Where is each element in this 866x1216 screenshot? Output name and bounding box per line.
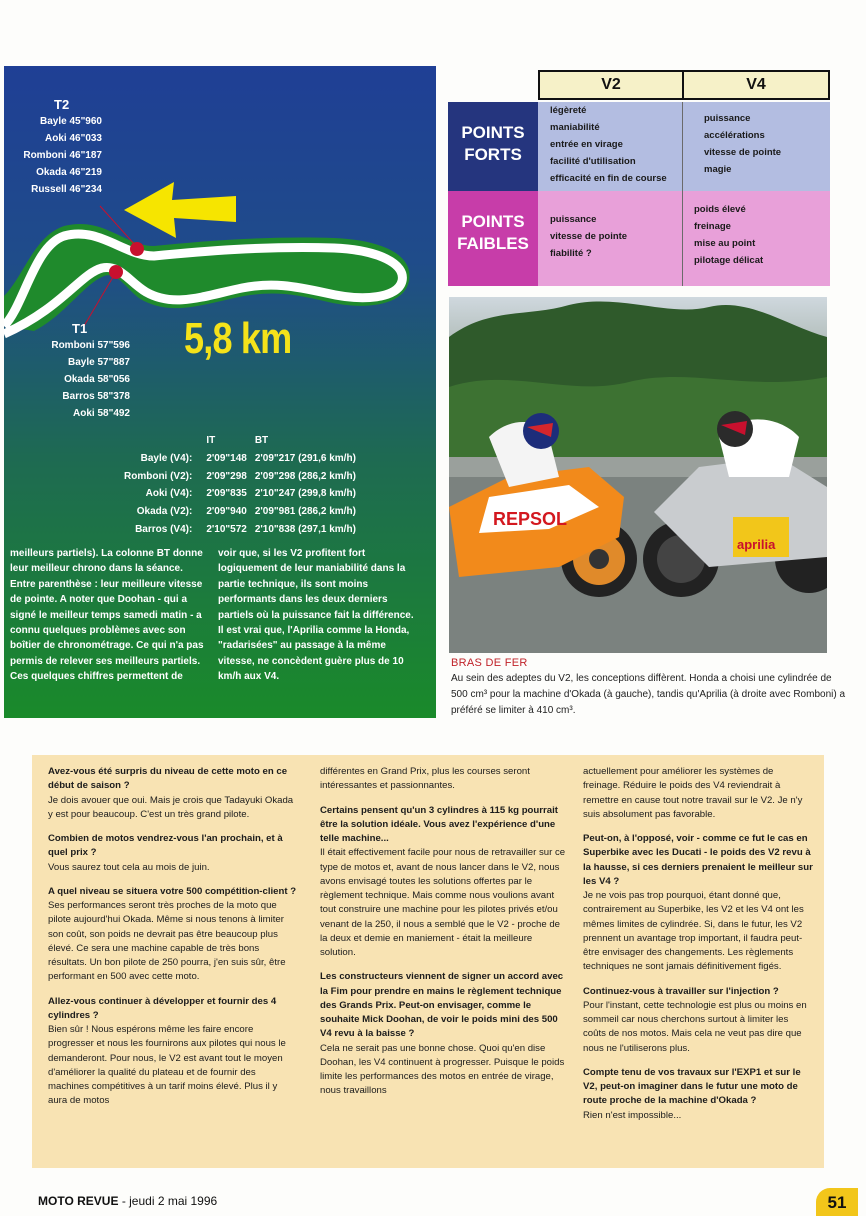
sector-t2-title: T2 (54, 97, 70, 112)
table-cell: Aoki (V4): (145, 488, 193, 500)
interview-question: A quel niveau se situera votre 500 compétition-client ? (48, 885, 297, 897)
sector-time: Romboni 57"596 (51, 340, 130, 351)
interview-answer: Bien sûr ! Nous espérons même les faire encore progresser et nous les fournirons aux pilotes qui nous le demanderont. Pour nous, le V2 est avant tout le moyen d'améliorer la qualité du plateau et de fournir des machines compétitives à un tarif moins élevé. Plus il y aura de motos (48, 1024, 286, 1107)
table-row (124, 468, 364, 486)
list-item: magie (704, 164, 732, 175)
interview-question: Allez-vous continuer à développer et fournir des 4 cylindres ? (48, 995, 277, 1021)
bike-right-brand: aprilia (737, 537, 776, 552)
table-row (124, 521, 364, 539)
sector-time: Okada 58"056 (64, 374, 130, 385)
interview-question: Certains pensent qu'un 3 cylindres à 115 kg pourrait être la solution idéale. Vous avez l'expérience d'une telle machine... (320, 804, 558, 844)
table-cell: 2'09"981 (286,2 km/h) (254, 506, 356, 518)
interview-answer: Vous saurez tout cela au mois de juin. (48, 861, 210, 873)
table-row (124, 503, 364, 521)
sector-time: Okada 46"219 (36, 167, 102, 178)
interview-qa (583, 1066, 813, 1123)
table-cell: Okada (V2): (136, 506, 193, 518)
interview-column-2 (320, 765, 566, 1109)
panel-text-col2: voir que, si les V2 profitent fort logiquement de leur maniabilité dans la partie technique, ils sont moins performants dans les deux derniers partiels où la puissance fait la différence. Il est vrai que, l'Aprilia comme la Honda, "radarisées" au passage à la même vitesse, ne concèdent guère plus de 10 km/h aux V4. (218, 548, 414, 683)
interview-question: Avez-vous été surpris du niveau de cette moto en ce début de saison ? (48, 766, 288, 792)
list-item: fiabilité ? (550, 248, 592, 259)
sector-time: Bayle 57"887 (67, 357, 130, 368)
lap-times-table (124, 432, 364, 539)
weaknesses-row (448, 191, 830, 286)
page-footer (38, 1194, 217, 1208)
table-cell: Barros (V4): (135, 523, 193, 535)
weaknesses-v4-list (694, 201, 763, 269)
sector-time: Aoki 46"033 (45, 133, 102, 144)
list-item: freinage (694, 221, 731, 232)
table-cell: 2'10"838 (297,1 km/h) (254, 523, 356, 535)
track-panel (4, 66, 436, 718)
interview-qa (48, 995, 298, 1109)
interview-column-1 (48, 765, 298, 1119)
interview-answer: Cela ne serait pas une bonne chose. Quoi qu'en dise Doohan, les V4 continuent à progresser. Puisque le poids limite les performances des motos en entrée de virage, nous travaillons (320, 1042, 565, 1097)
table-cell: Romboni (V2): (124, 470, 193, 482)
interview-question: Continuez-vous à travailler sur l'injection ? (583, 985, 779, 997)
photo-caption: Au sein des adeptes du V2, les conceptions diffèrent. Honda a choisi une cylindrée de 500 cm³ pour la machine d'Okada (à gauche), tandis qu'Aprilia (à droite avec Romboni) a préféré se limiter à 410 cm³. (451, 673, 846, 716)
list-item: entrée en virage (550, 139, 623, 150)
weaknesses-label-line2: FAIBLES (457, 234, 529, 253)
interview-qa (48, 885, 298, 985)
strengths-v2-list (550, 102, 667, 187)
list-item: maniabilité (550, 122, 600, 133)
sector-time: Bayle 45"960 (39, 116, 102, 127)
list-item: vitesse de pointe (550, 231, 628, 242)
interview-answer: actuellement pour améliorer les systèmes de freinage. Réduire le poids des V4 reviendrait à remettre en cause tout notre travail sur le V2. Je n'y suis absolument pas favorable. (583, 766, 803, 820)
table-cell: 2'09"148 (206, 452, 247, 464)
interview-question: Peut-on, à l'opposé, voir - comme ce fut le cas en Superbike avec les Ducati - le poids des V2 revu à la hausse, si ces derniers prenaient le meilleur sur les V4 ? (583, 833, 813, 887)
list-item: facilité d'utilisation (550, 156, 636, 167)
weaknesses-v2-list (550, 211, 627, 262)
table-cell: 2'09"835 (206, 488, 247, 500)
issue-date: - jeudi 2 mai 1996 (121, 1194, 218, 1208)
interview-column-3 (583, 765, 813, 1133)
arrow-icon (124, 182, 236, 238)
interview-qa (48, 765, 298, 822)
interview-qa (320, 804, 566, 961)
column-head-v2: V2 (538, 70, 684, 100)
panel-text-col1: meilleurs partiels). La colonne BT donne leur meilleur chrono dans la séance. Entre parenthèse : leur meilleure vitesse de pointe. A noter que Doohan - qui a signé le meilleur temps samedi matin - a connu quelques problèmes avec son boîtier de chronométrage. Ce qui n'a pas permis de relever ses meilleurs partiels. Ces quelques chiffres permettent de (10, 548, 204, 683)
list-item: poids élevé (694, 204, 746, 215)
sector-time: Russell 46"234 (31, 184, 102, 195)
list-item: puissance (550, 214, 597, 225)
table-row (124, 450, 364, 468)
list-item: puissance (704, 113, 751, 124)
interview-question: Combien de motos vendrez-vous l'an prochain, et à quel prix ? (48, 833, 283, 859)
strengths-label (448, 102, 538, 191)
list-item: pilotage délicat (694, 255, 764, 266)
table-header: BT (254, 435, 269, 446)
interview-answer: Je ne vois pas trop pourquoi, étant donné que, contrairement au Superbike, les V2 et les V4 ont les mêmes limites de cylindrée. Si, dans le futur, les V2 prennent un avantage trop important, il faudra peut-être envisager des changements. Les règlements techniques ne sont jamais définitivement figés. (583, 890, 804, 973)
table-cell: Bayle (V4): (140, 452, 193, 464)
table-cell: 2'09"940 (206, 506, 247, 518)
table-row (124, 485, 364, 503)
strengths-v4-list (704, 110, 781, 178)
sector-t1-title: T1 (72, 321, 88, 336)
table-cell: 2'09"217 (291,6 km/h) (254, 452, 356, 464)
interview-qa (583, 985, 813, 1056)
interview-answer: Ses performances seront très proches de la moto que pilote aujourd'hui Okada. Même si nous tenons à limiter son coût, son poids ne devrait pas être beaucoup plus élevé. Ce sera une machine capable de très bons résultats. Un bon pilote de 250 pourra, j'en suis sûr, être performant en 500 avec cette moto. (48, 900, 286, 983)
table-header: IT (206, 435, 216, 446)
track-length: 5,8 km (184, 314, 292, 363)
table-cell: 2'09"298 (286,2 km/h) (254, 470, 356, 482)
bike-left-brand: REPSOL (493, 509, 568, 529)
list-item: légèreté (550, 105, 587, 116)
list-item: mise au point (694, 238, 756, 249)
table-cell: 2'10"572 (206, 523, 247, 535)
interview-question: Les constructeurs viennent de signer un accord avec la Fim pour prendre en mains le règlement technique des Grands Prix. Peut-on envisager, comme le souhaite Mick Doohan, de voir le poids mini des 500 V4 revu à la baisse ? (320, 971, 564, 1040)
table-cell: 2'10"247 (299,8 km/h) (254, 488, 356, 500)
list-item: efficacité en fin de course (550, 173, 667, 184)
interview-qa (583, 765, 813, 822)
sector-time: Romboni 46"187 (23, 150, 102, 161)
list-item: vitesse de pointe (704, 147, 782, 158)
strengths-label-line1: POINTS (461, 123, 525, 142)
interview-answer: différentes en Grand Prix, plus les courses seront intéressantes et passionnantes. (320, 766, 530, 792)
sector-t1-times (34, 320, 130, 422)
page-number: 51 (816, 1188, 858, 1216)
list-item: accélérations (704, 130, 765, 141)
sector-t2-marker (130, 242, 144, 256)
strengths-label-line2: FORTS (464, 145, 522, 164)
interview-question: Compte tenu de vos travaux sur l'EXP1 et sur le V2, peut-on imaginer dans le futur une moto de route proche de la machine d'Okada ? (583, 1066, 801, 1107)
strengths-row (448, 102, 830, 191)
table-header (124, 432, 206, 450)
column-head-v4: V4 (682, 70, 830, 100)
interview-qa (320, 765, 566, 794)
interview-answer: Il était effectivement facile pour nous de retravailler sur ce type de motos et, avant de nous lancer dans le V2, nous avons envisagé toutes les solutions offertes par le règlement technique. Mais comme nous voulions avant tout construire une machine pour les pilotes privés et/ou venant de la 250, il nous a semblé que le V2 - proche de la deux et demie en maniement - était la meilleure solution. (320, 847, 566, 958)
table-header-row (124, 432, 364, 450)
sector-time: Barros 58"378 (62, 391, 130, 402)
interview-box (32, 755, 824, 1168)
interview-qa (48, 832, 298, 875)
interview-qa (583, 832, 813, 975)
column-divider (682, 191, 683, 286)
weaknesses-label (448, 191, 538, 286)
interview-qa (320, 970, 566, 1098)
race-photo (449, 297, 827, 653)
photo-illustration (449, 297, 827, 653)
magazine-name: MOTO REVUE (38, 1194, 119, 1208)
weaknesses-label-line1: POINTS (461, 212, 525, 231)
interview-answer: Pour l'instant, cette technologie est plus ou moins en sommeil car nous cherchons surtout à limiter les coûts de nos motos. Mais cela ne veut pas dire que nous ne l'utiliserons plus. (583, 999, 807, 1054)
interview-answer: Je dois avouer que oui. Mais je crois que Tadayuki Okada y est pour beaucoup. C'est un très grand pilote. (48, 794, 294, 820)
column-divider (682, 102, 683, 191)
photo-caption-heading: BRAS DE FER (451, 657, 528, 669)
sector-time: Aoki 58"492 (73, 408, 130, 419)
interview-answer: Rien n'est impossible... (583, 1109, 682, 1121)
v2-v4-comparison (448, 70, 832, 286)
table-cell: 2'09"298 (206, 470, 247, 482)
